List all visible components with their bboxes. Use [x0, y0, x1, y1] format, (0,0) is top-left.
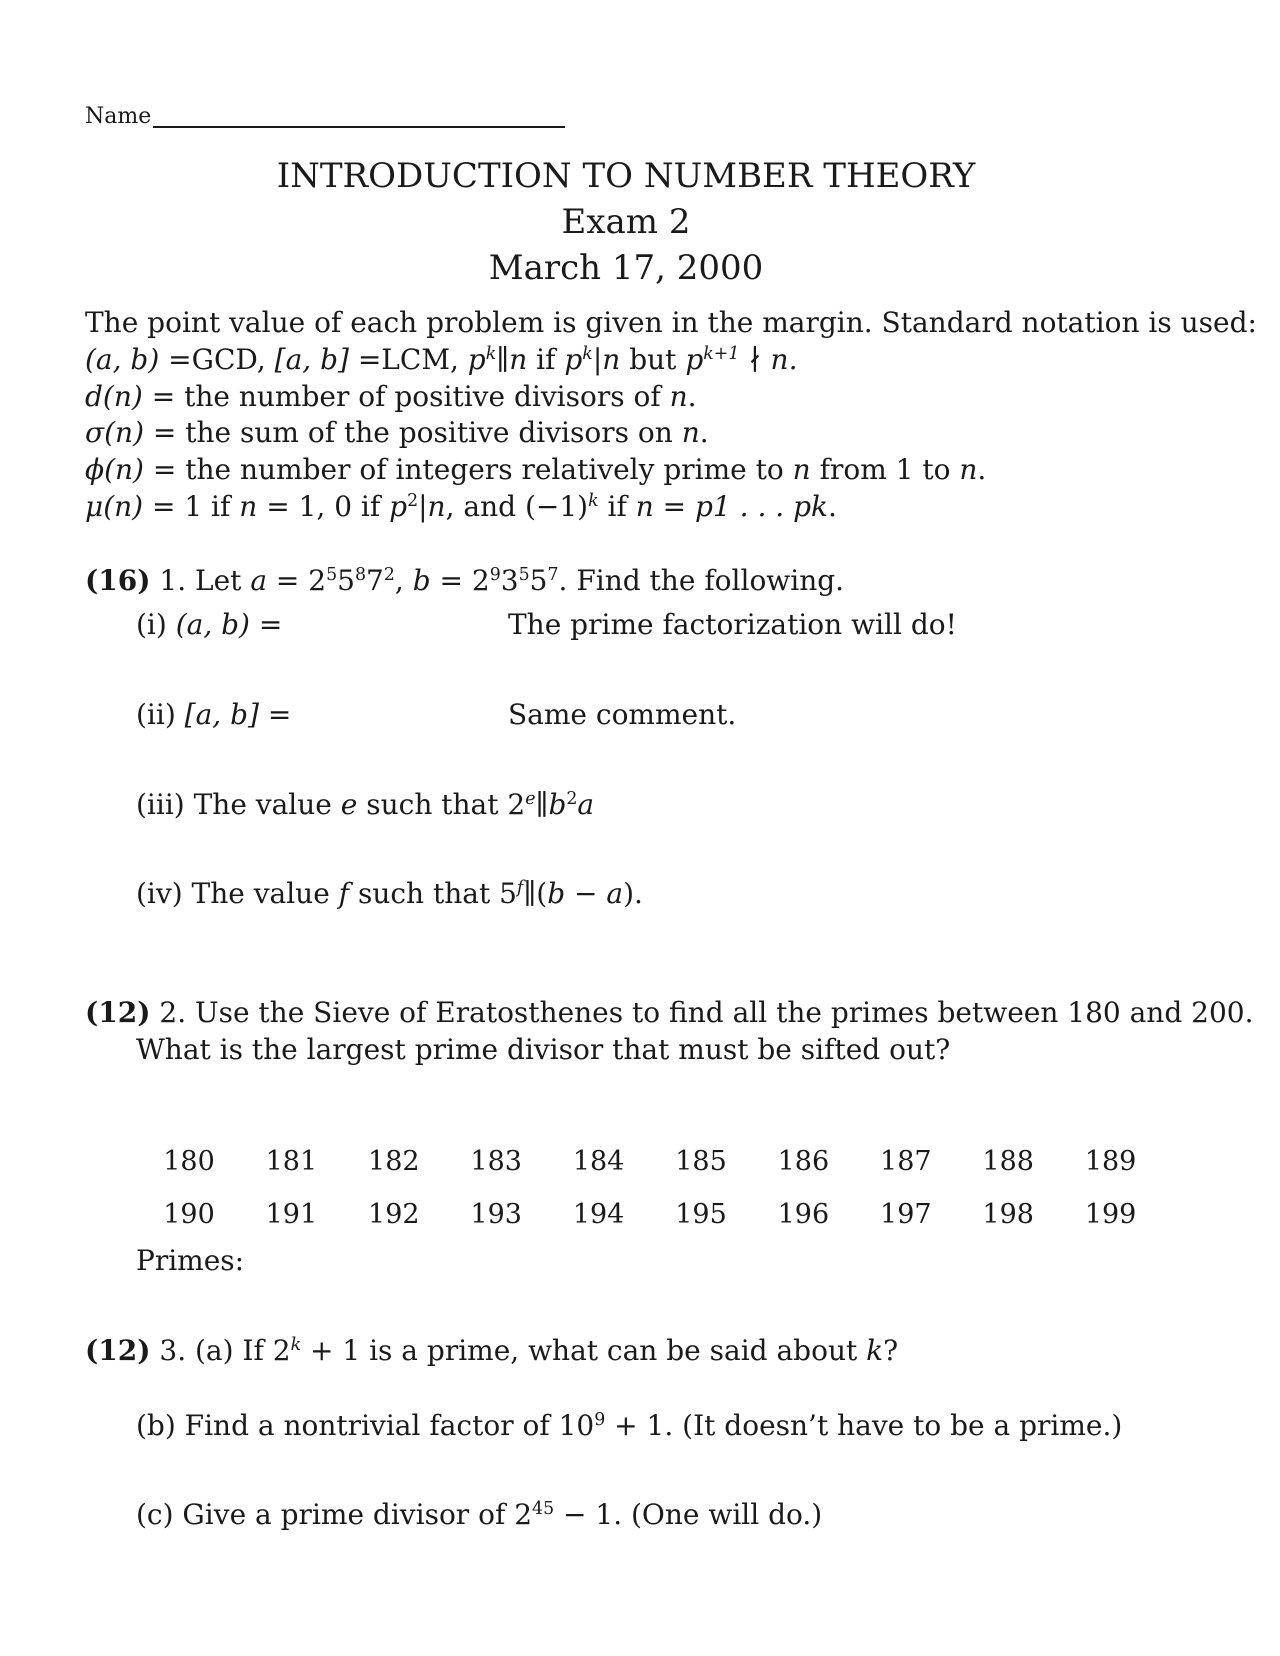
part-iv-rel: ∥(	[523, 877, 548, 910]
sieve-number: 193	[470, 1199, 522, 1230]
sieve-number: 192	[368, 1199, 420, 1230]
b-eq: = 2	[430, 564, 490, 597]
a-e1: 5	[326, 565, 338, 586]
exam-title: Exam 2	[561, 202, 691, 242]
sieve-number: 183	[470, 1146, 522, 1177]
part-ii-comment: Same comment.	[508, 698, 737, 731]
sieve-number: 190	[163, 1199, 215, 1230]
part-c-text1: (c) Give a prime divisor of 2	[136, 1498, 533, 1531]
notation-d	[85, 380, 697, 413]
sieve-number: 196	[777, 1199, 830, 1230]
mu-end: .	[827, 490, 837, 523]
phi-symbol: ϕ(n)	[85, 453, 144, 486]
a-eq: = 2	[267, 564, 327, 597]
problem1-statement	[85, 564, 844, 597]
part-b-text2: + 1. (It doesn’t have to be a prime.)	[605, 1409, 1123, 1442]
part-iv-end: ).	[623, 877, 643, 910]
sieve-number: 194	[572, 1199, 625, 1230]
a-b2: 5	[337, 564, 355, 597]
notation-sigma	[85, 416, 709, 449]
name-field-line[interactable]	[153, 126, 565, 128]
sieve-number: 198	[982, 1199, 1034, 1230]
problem1-part-ii	[136, 698, 291, 731]
problem1-end: . Find the following.	[558, 564, 845, 597]
problem1-points: (16)	[85, 564, 151, 597]
part-i-expr: (a, b)	[175, 608, 250, 641]
a-e3: 2	[383, 565, 395, 586]
lcm-symbol: [a, b]	[274, 343, 349, 376]
part-ii-eq: =	[258, 698, 292, 731]
mu-def1: = 1 if	[143, 490, 240, 523]
part-iv-f: f	[338, 877, 350, 910]
mu-symbol: μ(n)	[85, 490, 144, 523]
part-c-exp: 45	[532, 1499, 555, 1520]
a-var: a	[250, 564, 268, 597]
part-iv-mid: such that 5	[349, 877, 517, 910]
problem2-line2: What is the largest prime divisor that must be sifted out?	[136, 1033, 951, 1066]
phi-n2: n	[959, 453, 978, 486]
notation-phi	[85, 453, 986, 486]
sieve-number: 181	[265, 1146, 318, 1177]
sieve-number: 180	[163, 1146, 215, 1177]
problem2-points: (12)	[85, 996, 151, 1029]
problem1-part-iii	[136, 788, 594, 821]
pk3-not-div: ∤ n.	[739, 343, 798, 376]
gcd-def: =GCD,	[159, 343, 275, 376]
d-def: = the number of positive divisors of	[142, 380, 670, 413]
pk3-base: p	[685, 343, 704, 376]
mu-p: p	[389, 490, 408, 523]
sigma-def: = the sum of the positive divisors on	[144, 416, 682, 449]
b-var: b	[412, 564, 431, 597]
part-iii-mid: such that 2	[357, 788, 526, 821]
sieve-number: 191	[265, 1199, 318, 1230]
name-label: Name	[85, 104, 152, 129]
part-iii-e: e	[340, 788, 358, 821]
pk-exact-div: ∥n	[496, 343, 528, 376]
part-b-text1: (b) Find a nontrivial factor of 10	[136, 1409, 595, 1442]
b-e2: 5	[518, 565, 530, 586]
sieve-number: 185	[675, 1146, 727, 1177]
part-ii-expr: [a, b]	[184, 698, 259, 731]
sigma-n: n	[681, 416, 700, 449]
if-word: if	[527, 343, 565, 376]
sieve-number: 189	[1084, 1146, 1137, 1177]
exam-date: March 17, 2000	[488, 248, 764, 288]
sieve-number: 188	[982, 1146, 1034, 1177]
a-e2: 8	[354, 565, 367, 586]
phi-end: .	[977, 453, 987, 486]
sigma-end: .	[699, 416, 709, 449]
part-iii-b: b	[548, 788, 567, 821]
part-a-exp: k	[290, 1335, 302, 1356]
phi-n: n	[792, 453, 811, 486]
sieve-number: 186	[777, 1146, 830, 1177]
part-iii-text: (iii) The value	[136, 788, 341, 821]
mu-def4: if	[598, 490, 636, 523]
sieve-number: 182	[368, 1146, 420, 1177]
mu-n2: n = p	[635, 490, 713, 523]
pk2-base: p	[564, 343, 583, 376]
mu-n1: n	[239, 490, 258, 523]
sieve-number: 195	[675, 1199, 727, 1230]
part-iv-text: (iv) The value	[136, 877, 339, 910]
course-title: INTRODUCTION TO NUMBER THEORY	[276, 156, 976, 196]
part-iii-a: a	[577, 788, 595, 821]
mu-def2: = 1, 0 if	[257, 490, 390, 523]
sep: ,	[394, 564, 413, 597]
problem2-line1	[85, 996, 1254, 1029]
part-a-text1: 3. (a) If 2	[159, 1334, 291, 1367]
part-a-k: k	[866, 1334, 884, 1367]
part-a-end: ?	[883, 1334, 899, 1367]
sieve-number: 199	[1084, 1199, 1137, 1230]
part-ii-label: (ii)	[136, 698, 185, 731]
mu-k: k	[588, 491, 599, 512]
mu-exp2: 2	[407, 491, 419, 512]
a-b3: 7	[366, 564, 384, 597]
problem1-number: 1. Let	[159, 564, 251, 597]
part-i-eq: =	[249, 608, 283, 641]
intro-line: The point value of each problem is given in the margin. Standard notation is used:	[85, 306, 1257, 339]
phi-def: = the number of integers relatively prime to	[143, 453, 793, 486]
problem3-part-c	[136, 1498, 822, 1531]
but-word: but	[620, 343, 686, 376]
problem3-points: (12)	[85, 1334, 151, 1367]
pk-base: p	[467, 343, 486, 376]
part-c-text2: − 1. (One will do.)	[554, 1498, 823, 1531]
part-iv-expr: b − a	[547, 877, 624, 910]
sieve-number: 184	[572, 1146, 625, 1177]
sieve-number: 197	[880, 1199, 932, 1230]
pk3-exp: k+1	[703, 344, 740, 365]
primes-label: Primes:	[136, 1244, 245, 1277]
notation-gcd-lcm	[85, 343, 798, 376]
problem3-part-b	[136, 1409, 1122, 1442]
part-a-text2: + 1 is a prime, what can be said about	[301, 1334, 867, 1367]
gcd-symbol: (a, b)	[85, 343, 160, 376]
b-e3: 7	[547, 565, 559, 586]
phi-mid: from 1 to	[810, 453, 960, 486]
part-iv-exp: f	[516, 878, 524, 899]
lcm-def: =LCM,	[348, 343, 468, 376]
sieve-number: 187	[880, 1146, 932, 1177]
part-i-label: (i)	[136, 608, 176, 641]
mu-def3: , and (−1)	[445, 490, 589, 523]
mu-def6: k	[811, 490, 828, 523]
part-iii-exp: e	[525, 789, 536, 810]
b-b3: 5	[529, 564, 548, 597]
problem1-part-i	[136, 608, 282, 641]
part-i-comment: The prime factorization will do!	[508, 608, 957, 641]
d-n: n	[669, 380, 688, 413]
pk2-div: |n	[592, 343, 621, 376]
d-end: .	[687, 380, 697, 413]
problem2-text1: 2. Use the Sieve of Eratosthenes to find all the primes between 180 and 200.	[159, 996, 1254, 1029]
sigma-symbol: σ(n)	[85, 416, 144, 449]
mu-def5: 1 . . . p	[712, 490, 811, 523]
pk2-exp: k	[582, 344, 593, 365]
b-b2: 3	[500, 564, 519, 597]
part-b-exp: 9	[594, 1410, 606, 1431]
problem3-part-a	[85, 1334, 898, 1367]
part-iii-b-exp: 2	[566, 789, 578, 810]
d-symbol: d(n)	[85, 380, 143, 413]
mu-div: |n	[418, 490, 446, 523]
pk-exp: k	[485, 344, 497, 365]
problem1-part-iv	[136, 877, 643, 910]
b-e1: 9	[489, 565, 501, 586]
notation-mu	[85, 490, 837, 523]
part-iii-rel: ∥	[535, 788, 549, 821]
